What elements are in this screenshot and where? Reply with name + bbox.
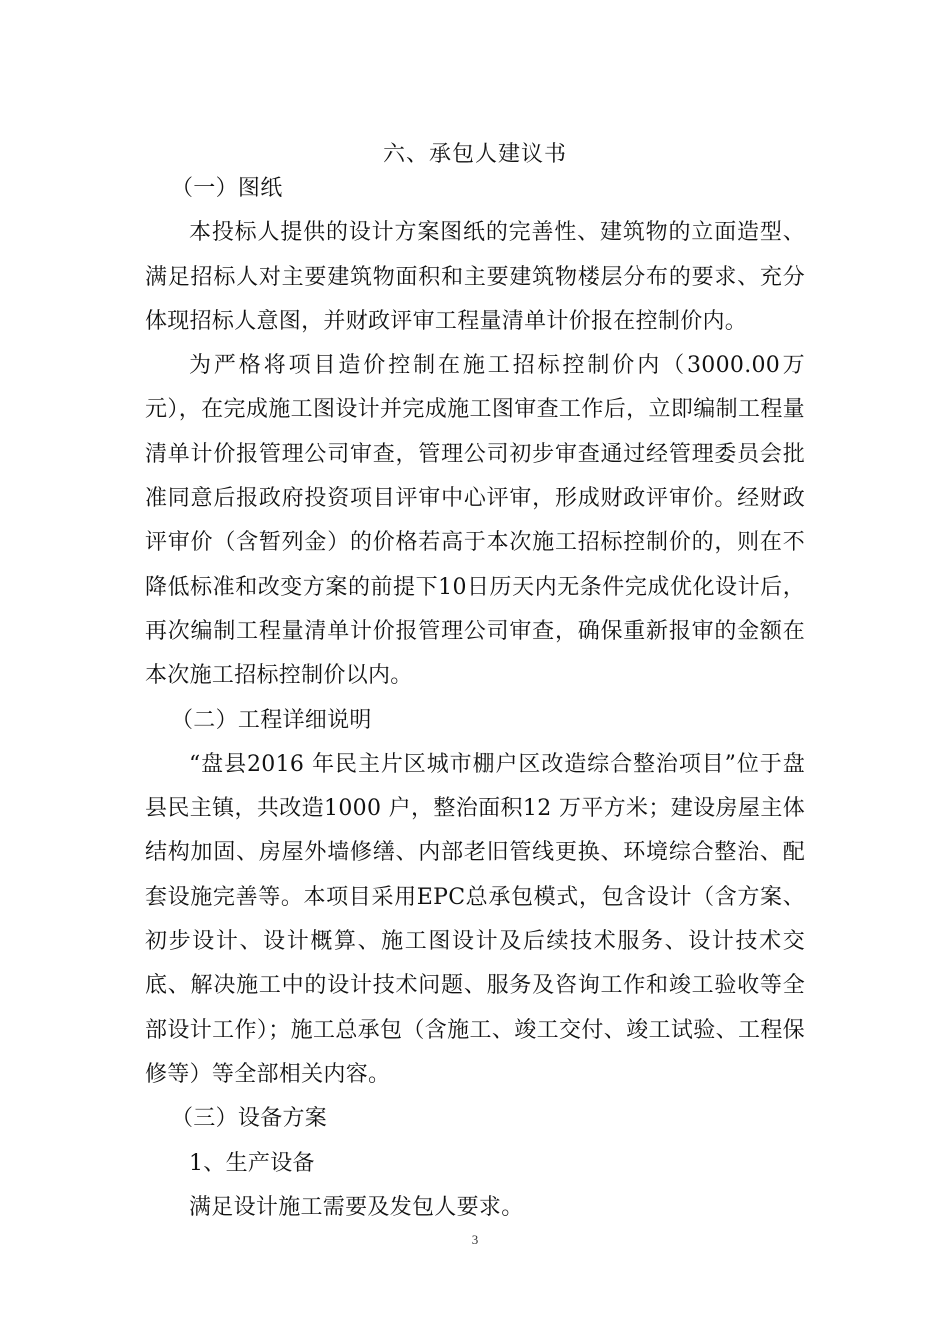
section-heading-drawings: （一）图纸 — [171, 176, 283, 201]
paragraph-drawings-1: 本投标人提供的设计方案图纸的完善性、建筑物的立面造型、满足招标人对主要建筑物面积和主要建筑物楼层分布的要求、充分体现招标人意图，并财政评审工程量清单计价报在控制价内。 — [145, 220, 805, 334]
section-heading-project-details: （二）工程详细说明 — [171, 707, 372, 733]
paragraph-drawings-2: 为严格将项目造价控制在施工招标控制价内（3000.00万元），在完成施工图设计并完成施工图审查工作后，立即编制工程量清单计价报管理公司审查，管理公司初步审查通过经管理委员会批准同意后报政府投资项目评审中心评审，形成财政评审价。经财政评审价（含暂列金）的价格若高于本次施工招标控制价的，则在不降低标准和改变方案的前提下10日历天内无条件完成优化设计后，再次编制工程量清单计价报管理公司审查，确保重新报审的金额在本次施工招标控制价以内。 — [145, 353, 805, 689]
section-heading-equipment: （三）设备方案 — [171, 1106, 328, 1132]
page-title: 六、承包人建议书 — [382, 142, 567, 167]
subheading-production-equipment: 1、生产设备 — [189, 1150, 315, 1176]
paragraph-project-details: “盘县2016 年民主片区城市棚户区改造综合整治项目”位于盘县民主镇，共改造1000 户，整治面积12 万平方米；建设房屋主体结构加固、房屋外墙修缮、内部老旧管线更换、环境综合整治、配套设施完善等。本项目采用EPC总承包模式，包含设计（含方案、初步设计、设计概算、施工图设计及后续技术服务、设计技术交底、解决施工中的设计技术问题、服务及咨询工作和竣工验收等全部设计工作）；施工总承包（含施工、竣工交付、竣工试验、工程保修等）等全部相关内容。 — [145, 751, 805, 1087]
page-number: 3 — [471, 1232, 479, 1247]
paragraph-equipment: 满足设计施工需要及发包人要求。 — [189, 1194, 524, 1220]
document-body — [145, 167, 805, 1230]
